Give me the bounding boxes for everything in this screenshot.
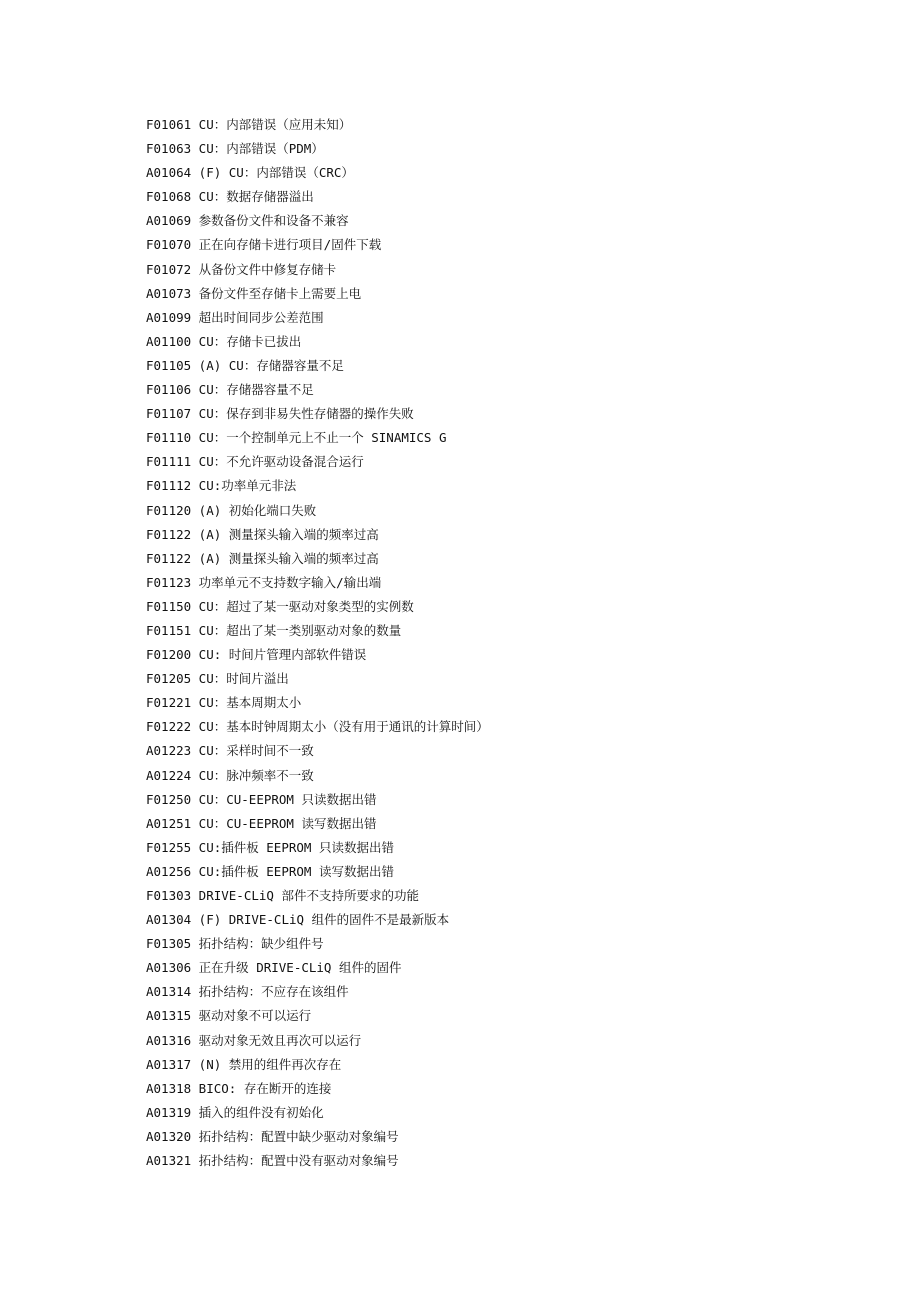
fault-code-line: A01306 正在升级 DRIVE-CLiQ 组件的固件 [146, 960, 402, 976]
fault-code-line: A01069 参数备份文件和设备不兼容 [146, 213, 349, 229]
fault-code-line: A01223 CU：采样时间不一致 [146, 743, 314, 759]
fault-alarm-list [146, 113, 846, 1173]
fault-code-line: A01315 驱动对象不可以运行 [146, 1008, 312, 1024]
fault-code-line: F01221 CU：基本周期太小 [146, 695, 302, 711]
fault-code-line: A01320 拓扑结构：配置中缺少驱动对象编号 [146, 1128, 399, 1144]
fault-code-line: A01321 拓扑结构：配置中没有驱动对象编号 [146, 1153, 399, 1169]
fault-code-line: F01106 CU：存储器容量不足 [146, 382, 314, 398]
fault-code-line: F01255 CU:插件板 EEPROM 只读数据出错 [146, 839, 394, 855]
fault-code-line: F01107 CU：保存到非易失性存储器的操作失败 [146, 406, 414, 422]
fault-code-line: F01120 (A) 初始化端口失败 [146, 502, 317, 518]
fault-code-line: F01123 功率单元不支持数字输入/输出端 [146, 574, 382, 590]
fault-code-line: F01250 CU：CU-EEPROM 只读数据出错 [146, 791, 377, 807]
fault-code-line: F01112 CU:功率单元非法 [146, 478, 297, 494]
fault-code-line: F01305 拓扑结构：缺少组件号 [146, 936, 324, 952]
fault-code-line: A01064 (F) CU：内部错误（CRC） [146, 165, 354, 181]
fault-code-line: F01200 CU: 时间片管理内部软件错误 [146, 647, 367, 663]
fault-code-line: F01110 CU：一个控制单元上不止一个 SINAMICS G [146, 430, 447, 446]
fault-code-line: F01072 从备份文件中修复存储卡 [146, 261, 337, 277]
fault-code-line: F01151 CU：超出了某一类别驱动对象的数量 [146, 622, 402, 638]
fault-code-line: F01122 (A) 测量探头输入端的频率过高 [146, 526, 379, 542]
fault-code-line: F01205 CU：时间片溢出 [146, 671, 289, 687]
fault-code-line: A01304 (F) DRIVE-CLiQ 组件的固件不是最新版本 [146, 912, 450, 928]
fault-code-line: A01251 CU：CU-EEPROM 读写数据出错 [146, 815, 377, 831]
fault-code-line: F01150 CU：超过了某一驱动对象类型的实例数 [146, 598, 414, 614]
fault-code-line: F01111 CU：不允许驱动设备混合运行 [146, 454, 364, 470]
fault-code-line: F01303 DRIVE-CLiQ 部件不支持所要求的功能 [146, 888, 419, 903]
fault-code-line: A01099 超出时间同步公差范围 [146, 309, 324, 325]
fault-code-line: A01073 备份文件至存储卡上需要上电 [146, 285, 362, 301]
fault-code-line: A01314 拓扑结构：不应存在该组件 [146, 984, 349, 1000]
fault-code-line: F01068 CU：数据存储器溢出 [146, 189, 314, 205]
fault-code-line: A01256 CU:插件板 EEPROM 读写数据出错 [146, 863, 394, 879]
fault-code-line: A01317 (N) 禁用的组件再次存在 [146, 1056, 342, 1072]
fault-code-line: F01070 正在向存储卡进行项目/固件下载 [146, 237, 382, 253]
fault-code-line: F01122 (A) 测量探头输入端的频率过高 [146, 550, 379, 566]
fault-code-line: A01319 插入的组件没有初始化 [146, 1104, 324, 1120]
fault-code-line: A01224 CU：脉冲频率不一致 [146, 767, 314, 783]
fault-code-line: F01063 CU：内部错误（PDM） [146, 141, 324, 157]
fault-code-line: A01316 驱动对象无效且再次可以运行 [146, 1032, 362, 1048]
fault-code-line: F01061 CU：内部错误（应用未知） [146, 117, 352, 132]
fault-code-line: F01105 (A) CU：存储器容量不足 [146, 357, 344, 373]
fault-code-line: A01100 CU：存储卡已拔出 [146, 333, 302, 349]
fault-code-line: F01222 CU：基本时钟周期太小（没有用于通讯的计算时间） [146, 719, 489, 735]
fault-code-line: A01318 BICO: 存在断开的连接 [146, 1080, 332, 1096]
